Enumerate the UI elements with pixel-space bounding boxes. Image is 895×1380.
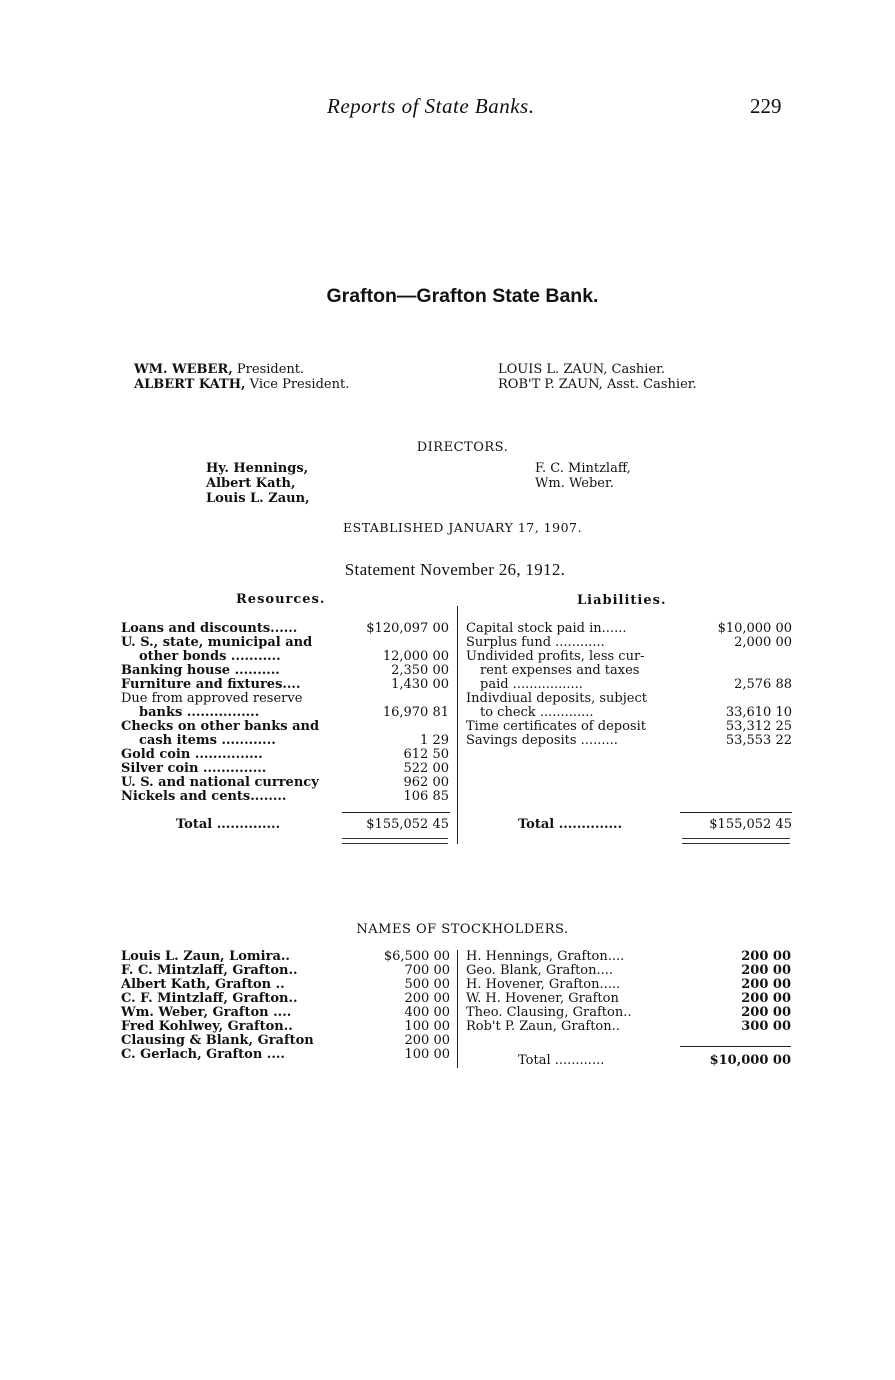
stockholder-row xyxy=(121,978,450,992)
resource-amount: $120,097 00 xyxy=(366,621,449,636)
stockholder-amount: 500 00 xyxy=(404,977,450,992)
officer-name: ALBERT KATH, xyxy=(134,377,246,392)
resource-row xyxy=(121,734,452,748)
resource-row xyxy=(121,622,452,636)
director-name: Hy. Hennings, xyxy=(206,461,309,476)
stockholder-row xyxy=(121,1020,450,1034)
stockholder-row xyxy=(466,1006,791,1020)
liability-label: paid ................. xyxy=(480,677,583,692)
resource-amount: 612 50 xyxy=(403,747,449,762)
resource-amount: 522 00 xyxy=(403,761,449,776)
resource-row xyxy=(121,762,452,776)
statement-heading: Statement November 26, 1912. xyxy=(344,560,566,579)
resource-label: Checks on other banks and xyxy=(121,719,320,734)
stockholder-amount: 100 00 xyxy=(404,1019,450,1034)
stockholder-amount: $6,500 00 xyxy=(383,949,450,964)
resource-label: Gold coin ............... xyxy=(121,747,263,762)
liability-label: Capital stock paid in...... xyxy=(466,621,627,636)
liability-row xyxy=(466,622,794,636)
established-date: ESTABLISHED JANUARY 17, 1907. xyxy=(343,520,582,535)
stockholder-row xyxy=(466,964,791,978)
officer-name: WM. WEBER, xyxy=(134,362,233,377)
liability-amount: 2,000 00 xyxy=(734,635,792,650)
resources-total-label: Total .............. xyxy=(176,817,281,832)
stockholder-amount: 200 00 xyxy=(404,1033,450,1048)
bank-title: Grafton—Grafton State Bank. xyxy=(326,285,599,307)
resource-label: U. S., state, municipal and xyxy=(121,635,313,650)
stockholder-name: H. Hovener, Grafton..... xyxy=(466,977,621,992)
stockholder-amount: 200 00 xyxy=(741,977,791,992)
resource-amount: 12,000 00 xyxy=(382,649,449,664)
directors-right xyxy=(535,461,631,491)
stockholder-row xyxy=(466,978,791,992)
stockholder-name: C. F. Mintzlaff, Grafton.. xyxy=(121,991,298,1006)
liabilities-total-label: Total .............. xyxy=(518,817,623,832)
stockholder-name: Wm. Weber, Grafton .... xyxy=(121,1005,292,1020)
running-title: Reports of State Banks. xyxy=(327,94,535,118)
liability-amount: 53,553 22 xyxy=(725,733,792,748)
liabilities-total-amount: $155,052 45 xyxy=(709,817,792,832)
resource-row xyxy=(121,790,452,804)
stockholders-left xyxy=(121,950,450,1062)
officer-name: LOUIS L. ZAUN, xyxy=(498,362,608,377)
resources-ledger xyxy=(121,622,452,804)
officers-right xyxy=(498,362,697,392)
liability-label: Surplus fund ............ xyxy=(466,635,605,650)
resource-amount: 1,430 00 xyxy=(391,677,449,692)
stockholder-name: W. H. Hovener, Grafton xyxy=(466,991,619,1006)
officer-title: Cashier. xyxy=(611,362,666,377)
liability-label: to check ............. xyxy=(480,705,594,720)
resources-total-amount: $155,052 45 xyxy=(366,817,449,832)
director-name: Wm. Weber. xyxy=(535,476,614,491)
resources-double-rule xyxy=(342,838,448,844)
stockholder-row xyxy=(466,950,791,964)
stockholder-amount: 200 00 xyxy=(741,963,791,978)
liabilities-double-rule xyxy=(682,838,790,844)
stockholder-amount: 200 00 xyxy=(741,949,791,964)
director-name: F. C. Mintzlaff, xyxy=(535,461,631,476)
stockholder-row xyxy=(121,1048,450,1062)
stockholder-row xyxy=(121,1006,450,1020)
liability-row xyxy=(466,636,794,650)
stockholder-name: Clausing & Blank, Grafton xyxy=(121,1033,314,1048)
resources-heading: Resources. xyxy=(236,592,326,607)
liability-row xyxy=(466,678,794,692)
stockholder-name: Fred Kohlwey, Grafton.. xyxy=(121,1019,293,1034)
stockholder-row xyxy=(121,992,450,1006)
stockholder-amount: 200 00 xyxy=(404,991,450,1006)
officer-title: President. xyxy=(236,362,305,377)
directors-left xyxy=(206,461,310,506)
liability-row xyxy=(466,706,794,720)
stockholders-total-label: Total ............ xyxy=(518,1053,605,1068)
liability-row xyxy=(466,692,794,706)
resource-amount: 962 00 xyxy=(403,775,449,790)
resource-label: U. S. and national currency xyxy=(121,775,319,790)
liability-label: Savings deposits ......... xyxy=(466,733,618,748)
stockholders-heading: NAMES OF STOCKHOLDERS. xyxy=(356,922,569,937)
resource-label: cash items ............ xyxy=(139,733,276,748)
liability-label: Undivided profits, less cur- xyxy=(466,649,645,664)
liability-amount: 33,610 10 xyxy=(725,705,792,720)
stockholders-right xyxy=(466,950,791,1034)
liability-label: rent expenses and taxes xyxy=(480,663,640,678)
officer-title: Vice President. xyxy=(249,377,350,392)
stockholder-amount: 700 00 xyxy=(404,963,450,978)
stockholders-total-amount: $10,000 00 xyxy=(709,1053,791,1068)
resource-row xyxy=(121,650,452,664)
directors-heading: DIRECTORS. xyxy=(416,440,509,455)
liability-label: Time certificates of deposit xyxy=(466,719,646,734)
statement-divider xyxy=(457,606,458,844)
stockholder-name: Theo. Clausing, Grafton.. xyxy=(466,1005,632,1020)
resource-row xyxy=(121,678,452,692)
stockholders-total-row xyxy=(466,1054,791,1068)
resource-amount: 106 85 xyxy=(403,789,449,804)
resource-label: other bonds ........... xyxy=(139,649,281,664)
liability-row xyxy=(466,734,794,748)
liability-label: Indivdiual deposits, subject xyxy=(466,691,647,706)
resource-row xyxy=(121,664,452,678)
stockholder-name: H. Hennings, Grafton.... xyxy=(466,949,625,964)
officer-vice-president xyxy=(134,377,349,392)
resource-row xyxy=(121,748,452,762)
resource-label: Banking house .......... xyxy=(121,663,280,678)
resource-label: Silver coin .............. xyxy=(121,761,267,776)
stockholder-amount: 300 00 xyxy=(741,1019,791,1034)
stockholders-divider xyxy=(457,950,458,1068)
stockholder-name: Albert Kath, Grafton .. xyxy=(121,977,285,992)
stockholder-name: Geo. Blank, Grafton.... xyxy=(466,963,614,978)
liability-amount: 53,312 25 xyxy=(725,719,792,734)
stockholder-row xyxy=(466,1020,791,1034)
resource-row xyxy=(121,720,452,734)
resource-amount: 16,970 81 xyxy=(382,705,449,720)
liability-amount: $10,000 00 xyxy=(717,621,792,636)
page-number: 229 xyxy=(750,94,782,118)
officer-title: Asst. Cashier. xyxy=(606,377,697,392)
stockholder-amount: 100 00 xyxy=(404,1047,450,1062)
officer-asst-cashier xyxy=(498,377,697,392)
liability-row xyxy=(466,650,794,664)
stockholder-row xyxy=(121,964,450,978)
resource-label: banks ................ xyxy=(139,705,260,720)
officers-left xyxy=(134,362,349,392)
resource-row xyxy=(121,706,452,720)
resource-amount: 2,350 00 xyxy=(391,663,449,678)
resource-row xyxy=(121,776,452,790)
liability-row xyxy=(466,664,794,678)
officer-name: ROB'T P. ZAUN, xyxy=(498,377,603,392)
stockholder-amount: 200 00 xyxy=(741,991,791,1006)
resource-row xyxy=(121,636,452,650)
resource-row xyxy=(121,692,452,706)
officer-cashier xyxy=(498,362,697,377)
liability-amount: 2,576 88 xyxy=(734,677,792,692)
liabilities-total-row xyxy=(466,818,794,832)
stockholder-name: Rob't P. Zaun, Grafton.. xyxy=(466,1019,620,1034)
liabilities-ledger xyxy=(466,622,794,748)
stockholder-name: Louis L. Zaun, Lomira.. xyxy=(121,949,290,964)
liabilities-total-rule xyxy=(680,812,792,813)
director-name: Louis L. Zaun, xyxy=(206,491,310,506)
stockholder-amount: 400 00 xyxy=(404,1005,450,1020)
stockholder-row xyxy=(466,992,791,1006)
resources-total-row xyxy=(121,818,452,832)
resource-amount: 1 29 xyxy=(420,733,449,748)
liabilities-heading: Liabilities. xyxy=(577,593,667,608)
stockholder-row xyxy=(121,1034,450,1048)
officer-president xyxy=(134,362,349,377)
stockholder-name: C. Gerlach, Grafton .... xyxy=(121,1047,285,1062)
stockholder-amount: 200 00 xyxy=(741,1005,791,1020)
stockholder-name: F. C. Mintzlaff, Grafton.. xyxy=(121,963,298,978)
liability-row xyxy=(466,720,794,734)
resource-label: Furniture and fixtures.... xyxy=(121,677,301,692)
stockholders-total-rule xyxy=(680,1046,791,1047)
stockholder-row xyxy=(121,950,450,964)
resource-label: Due from approved reserve xyxy=(121,691,303,706)
resource-label: Loans and discounts...... xyxy=(121,621,298,636)
director-name: Albert Kath, xyxy=(206,476,296,491)
resources-total-rule xyxy=(342,812,450,813)
resource-label: Nickels and cents........ xyxy=(121,789,287,804)
